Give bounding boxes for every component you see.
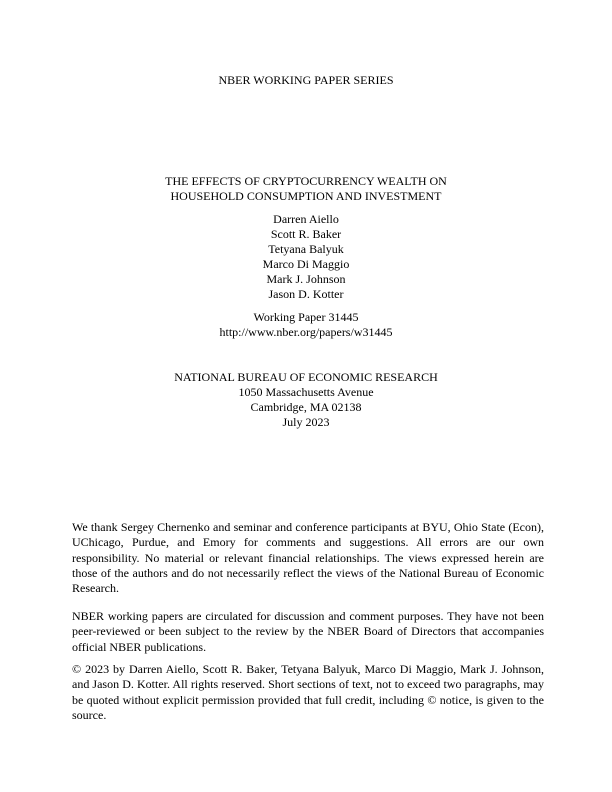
institution-name: NATIONAL BUREAU OF ECONOMIC RESEARCH — [174, 370, 438, 384]
institution-street: 1050 Massachusetts Avenue — [238, 385, 374, 399]
series-header — [0, 73, 612, 88]
series-label: NBER WORKING PAPER SERIES — [218, 73, 394, 87]
author-name: Darren Aiello — [273, 212, 339, 226]
institution-block — [0, 370, 612, 430]
author-name: Marco Di Maggio — [262, 257, 350, 271]
title-line: THE EFFECTS OF CRYPTOCURRENCY WEALTH ON — [165, 174, 447, 188]
working-paper-number: Working Paper 31445 — [253, 310, 359, 324]
working-paper-url[interactable]: http://www.nber.org/papers/w31445 — [219, 325, 393, 339]
title-line: HOUSEHOLD CONSUMPTION AND INVESTMENT — [170, 189, 442, 203]
paper-title — [0, 174, 612, 204]
author-name: Jason D. Kotter — [268, 287, 344, 301]
author-name: Scott R. Baker — [270, 227, 342, 241]
disclaimer-paragraph: NBER working papers are circulated for discussion and comment purposes. They have not been peer-reviewed or been subject to the review by the NBER Board of Directors that accompanies official NBER publications. — [72, 609, 544, 654]
copyright-paragraph: © 2023 by Darren Aiello, Scott R. Baker, Tetyana Balyuk, Marco Di Maggio, Mark J. Johnson, and Jason D. Kotter. All rights reserved. Short sections of text, not to exceed two paragraphs, may be quoted without explicit permission provided that full credit, including © notice, is given to the source. — [72, 662, 544, 722]
working-paper-info — [0, 310, 612, 340]
institution-city: Cambridge, MA 02138 — [250, 400, 362, 414]
author-list — [0, 212, 612, 302]
author-name: Tetyana Balyuk — [268, 242, 344, 256]
publication-date: July 2023 — [282, 415, 330, 429]
acknowledgements-paragraph: We thank Sergey Chernenko and seminar and conference participants at BYU, Ohio State (Econ), UChicago, Purdue, and Emory for comments and suggestions. All errors are our own responsibility. No material or relevant financial relationships. The views expressed herein are those of the authors and do not necessarily reflect the views of the National Bureau of Economic Research. — [72, 520, 544, 596]
author-name: Mark J. Johnson — [266, 272, 346, 286]
